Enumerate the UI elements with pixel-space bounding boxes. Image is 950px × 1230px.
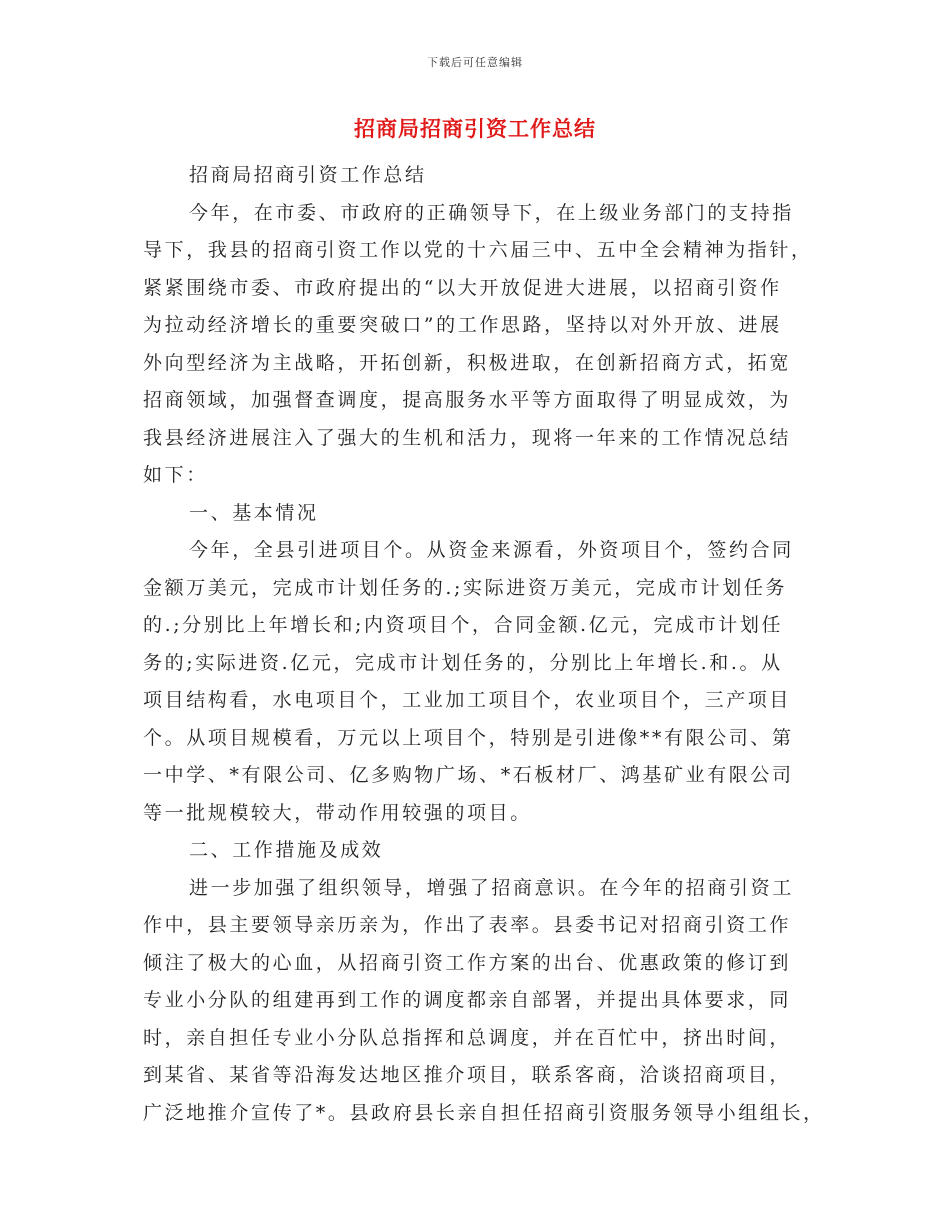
paragraph-line: 为拉动经济增长的重要突破口”的工作思路，坚持以对外开放、进展 (143, 314, 782, 336)
paragraph-line: 倾注了极大的心血，从招商引资工作方案的出台、优惠政策的修订到 (143, 951, 792, 974)
paragraph-line: 个。从项目规模看，万元以上项目个，特别是引进像**有限公司、第 (143, 726, 794, 749)
paragraph-line: 的.;分别比上年增长和;内资项目个，合同金额.亿元，完成市计划任 (143, 614, 784, 636)
section-heading: 二、工作措施及成效 (189, 839, 384, 861)
paragraph-line: 外向型经济为主战略，开拓创新，积极进取，在创新招商方式，拓宽 (143, 351, 792, 374)
paragraph-line: 如下： (143, 464, 208, 486)
page-header-note: 下载后可任意编辑 (427, 56, 523, 69)
paragraph-line: 一中学、*有限公司、亿多购物广场、*石板材厂、鸿基矿业有限公司 (143, 764, 794, 786)
paragraph-line: 广泛地推介宣传了*。县政府县长亲自担任招商引资服务领导小组组长， (143, 1101, 825, 1124)
paragraph-line: 我县经济进展注入了强大的生机和活力，现将一年来的工作情况总结 (143, 426, 792, 449)
paragraph-line: 项目结构看，水电项目个，工业加工项目个，农业项目个，三产项目 (143, 689, 792, 711)
paragraph-line: 时，亲自担任专业小分队总指挥和总调度，并在百忙中，挤出时间， (143, 1026, 792, 1049)
paragraph-line: 务的;实际进资.亿元，完成市计划任务的，分别比上年增长.和.。从 (143, 651, 783, 674)
paragraph-line: 金额万美元，完成市计划任务的.;实际进资万美元，完成市计划任务 (143, 576, 788, 599)
section-heading: 一、基本情况 (189, 501, 319, 524)
subtitle-line: 招商局招商引资工作总结 (189, 164, 427, 186)
paragraph-line: 进一步加强了组织领导，增强了招商意识。在今年的招商引资工 (189, 876, 794, 899)
paragraph-line: 等一批规模较大，带动作用较强的项目。 (143, 801, 532, 824)
paragraph-line: 到某省、某省等沿海发达地区推介项目，联系客商，洽谈招商项目， (143, 1064, 792, 1086)
paragraph-line: 专业小分队的组建再到工作的调度都亲自部署，并提出具体要求，同 (143, 989, 792, 1011)
document-title: 招商局招商引资工作总结 (354, 116, 596, 141)
paragraph-line: 今年，在市委、市政府的正确领导下，在上级业务部门的支持指 (189, 201, 794, 224)
paragraph-line: 招商领域，加强督查调度，提高服务水平等方面取得了明显成效，为 (143, 389, 792, 411)
paragraph-line: 导下，我县的招商引资工作以党的十六届三中、五中全会精神为指针， (143, 239, 813, 261)
paragraph-line: 今年，全县引进项目个。从资金来源看，外资项目个，签约合同 (189, 539, 794, 561)
paragraph-line: 紧紧围绕市委、市政府提出的“以大开放促进大进展，以招商引资作 (143, 276, 782, 299)
document-body (143, 157, 823, 1132)
paragraph-line: 作中，县主要领导亲历亲为，作出了表率。县委书记对招商引资工作 (143, 914, 792, 936)
